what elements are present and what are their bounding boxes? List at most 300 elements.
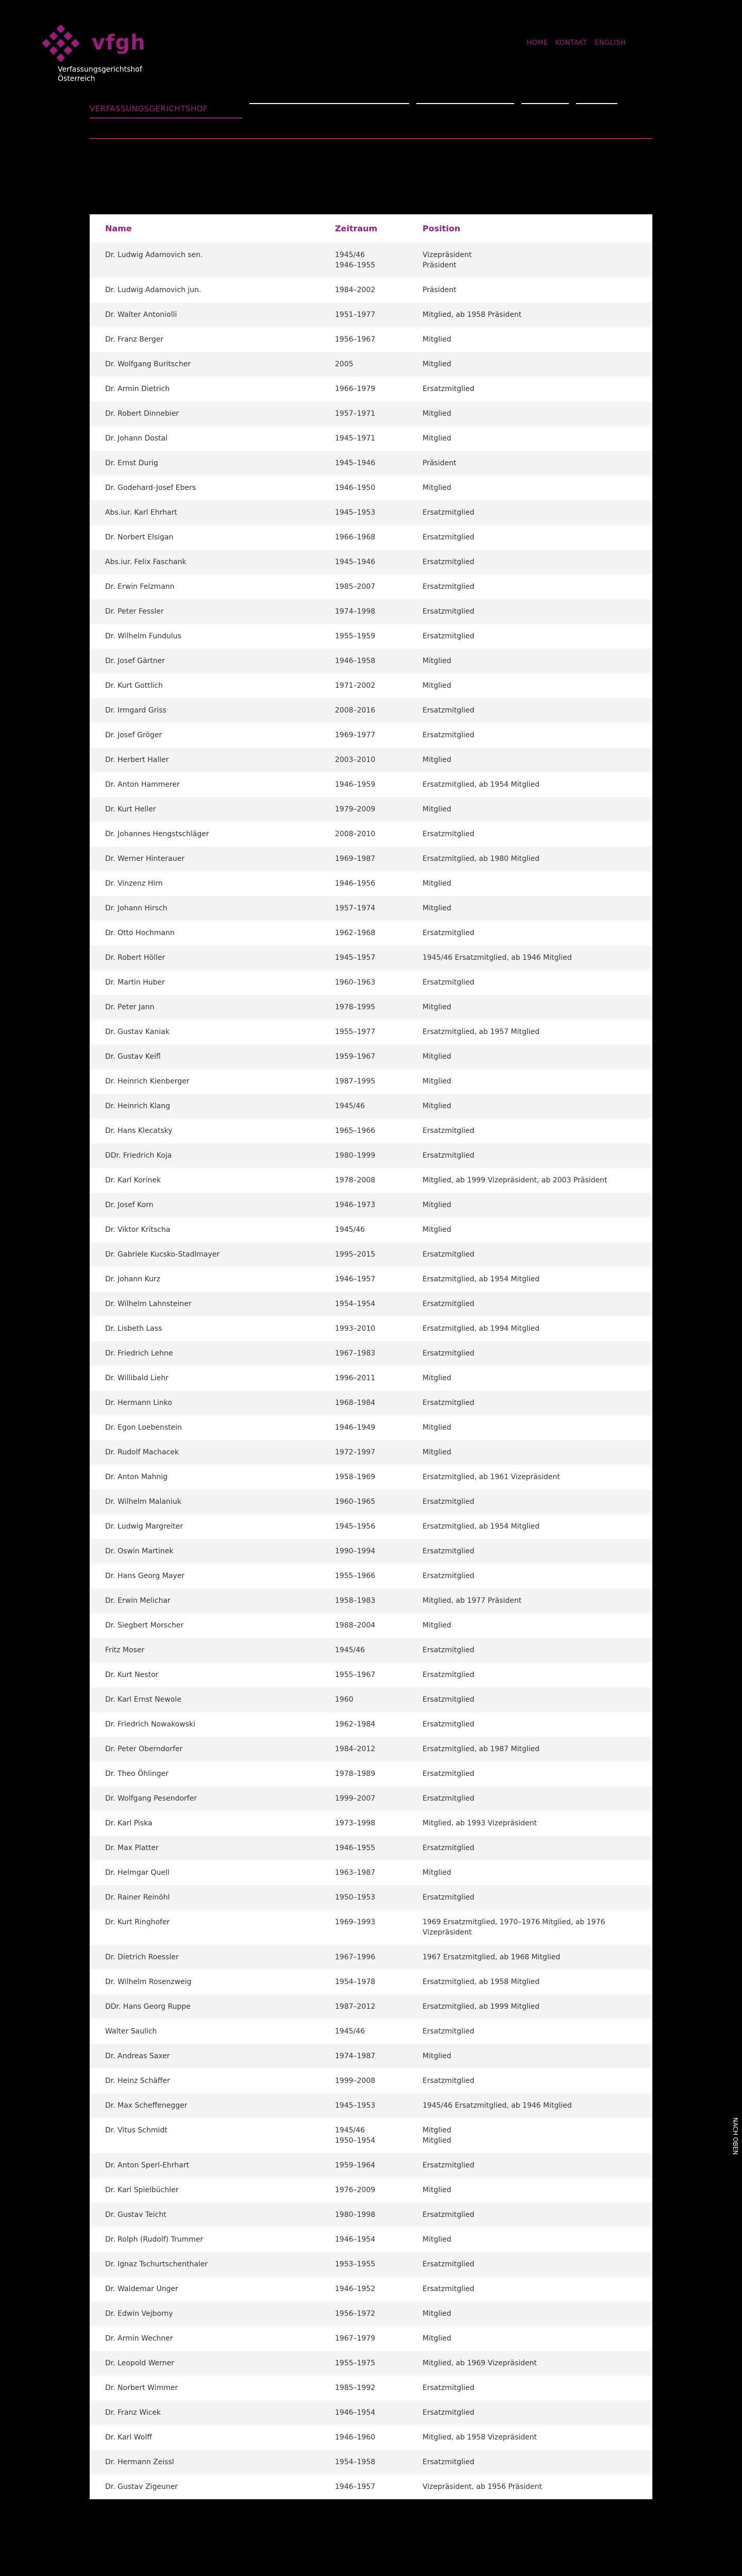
- cell-name: Dr. Gabriele Kucsko-Stadlmayer: [90, 1242, 335, 1267]
- cell-name: Dr. Gustav Kaniak: [105, 1028, 170, 1036]
- cell-period: 1966–1979: [335, 385, 376, 393]
- cell-period: 1972–1997: [335, 1440, 423, 1465]
- table-row: [90, 2044, 652, 2069]
- cell-period: 1999–2007: [335, 1786, 423, 1811]
- table-row: [90, 599, 652, 624]
- cell-position: Ersatzmitglied: [423, 1572, 475, 1580]
- table-row: [90, 1687, 652, 1712]
- cell-period: 1960–1963: [335, 978, 376, 987]
- cell-period: 1974–1998: [335, 599, 423, 624]
- cell-position: Vizepräsident, ab 1956 Präsident: [423, 2483, 542, 2491]
- cell-name: Dr. Ludwig Margreiter: [105, 1522, 183, 1531]
- table-row: [90, 2118, 652, 2153]
- cell-period: 2008–2010: [335, 830, 376, 838]
- cell-name: Dr. Karl Korinek: [105, 1176, 161, 1184]
- cell-position: Mitglied, ab 1977 Präsident: [423, 1588, 652, 1613]
- cell-position: Mitglied: [423, 995, 652, 1020]
- cell-period: 1978–1995: [335, 995, 423, 1020]
- table-row: [90, 1094, 652, 1118]
- site-header: [0, 0, 742, 155]
- cell-name: Dr. Andreas Saxer: [90, 2044, 335, 2069]
- cell-position: Mitglied: [423, 748, 652, 772]
- cell-period: 1956–1967: [335, 335, 376, 344]
- cell-position: Ersatzmitglied, ab 1954 Mitglied: [423, 1275, 540, 1283]
- cell-period: 1946–1950: [335, 484, 376, 492]
- cell-period: 1946–1954: [335, 2400, 423, 2425]
- cell-position: Ersatzmitglied: [423, 1786, 652, 1811]
- cell-name: Dr. Erwin Felzmann: [105, 583, 175, 591]
- cell-position: Ersatzmitglied: [423, 632, 475, 640]
- table-row: [90, 550, 652, 574]
- cell-name: Dr. Godehard-Josef Ebers: [105, 484, 196, 492]
- cell-position: Präsident: [423, 451, 652, 476]
- table-row: [90, 1638, 652, 1663]
- cell-name: Dr. Anton Sperl-Ehrhart: [90, 2153, 335, 2178]
- cell-name: Dr. Karl Spielbüchler: [105, 2186, 179, 2194]
- table-row: [90, 1489, 652, 1514]
- cell-period: 1976–2009: [335, 2186, 376, 2194]
- cell-period: 1954–1978: [335, 1978, 376, 1986]
- cell-position: Ersatzmitglied: [423, 1687, 652, 1712]
- cell-name: Dr. Robert Dinnebier: [90, 401, 335, 426]
- cell-name: Walter Saulich: [105, 2027, 157, 2036]
- cell-position: Mitglied: [423, 682, 451, 690]
- cell-period: 1945–1946: [335, 550, 423, 574]
- cell-position: Mitglied: [423, 2044, 652, 2069]
- cell-name: Abs.iur. Felix Faschank: [90, 550, 335, 574]
- topnav-home-link[interactable]: HOME: [527, 39, 548, 47]
- cell-period: 1945/46: [335, 1094, 423, 1118]
- cell-name: Dr. Max Scheffenegger: [90, 2093, 335, 2118]
- cell-period: 1946–1960: [335, 2433, 376, 2442]
- table-row: [90, 1217, 652, 1242]
- table-row: [90, 1712, 652, 1737]
- cell-period: 1960: [335, 1687, 423, 1712]
- cell-position: Mitglied: [423, 797, 652, 822]
- cell-position: Ersatzmitglied: [423, 731, 475, 739]
- cell-period: 1973–1998: [335, 1819, 376, 1827]
- column-header-period: Zeitraum: [335, 224, 378, 233]
- cell-name: Dr. Rainer Reinöhl: [90, 1885, 335, 1910]
- table-row: [90, 1588, 652, 1613]
- cell-period: 1987–1995: [335, 1077, 376, 1086]
- cell-name: Dr. Max Platter: [90, 1836, 335, 1860]
- cell-name: Dr. Norbert Elsigan: [105, 533, 174, 541]
- back-to-top-link[interactable]: NACH OBEN: [732, 2117, 739, 2155]
- cell-position: Mitglied: [423, 1423, 451, 1432]
- table-row: [90, 1613, 652, 1638]
- table-row: [90, 1885, 652, 1910]
- cell-period: 2005: [335, 352, 423, 377]
- cell-name: Abs.iur. Karl Ehrhart: [90, 500, 335, 525]
- table-row: [90, 1836, 652, 1860]
- cell-name: Dr. Heinrich Kienberger: [105, 1077, 190, 1086]
- table-row: [90, 772, 652, 797]
- table-row: [90, 401, 652, 426]
- cell-name: Dr. Armin Wechner: [105, 2334, 173, 2343]
- cell-name: Dr. Josef Gröger: [105, 731, 162, 739]
- cell-name: Dr. Heinz Schäffer: [105, 2077, 170, 2085]
- table-row: [90, 302, 652, 327]
- cell-period: 1978–1989: [335, 1770, 376, 1778]
- cell-position: Ersatzmitglied: [423, 929, 475, 937]
- cell-position: Präsident: [423, 286, 457, 294]
- table-row: [90, 797, 652, 822]
- cell-period: 1945/46 1950–1954: [335, 2126, 376, 2145]
- cell-position: Ersatzmitglied: [423, 978, 475, 987]
- table-row: [90, 945, 652, 970]
- cell-period: 1945/46: [335, 1638, 423, 1663]
- cell-position: Ersatzmitglied: [423, 583, 475, 591]
- cell-name: Dr. Kurt Ringhofer: [105, 1918, 170, 1926]
- table-row: [90, 278, 652, 302]
- table-row: [90, 1786, 652, 1811]
- cell-name: Dr. Rudolf Machacek: [90, 1440, 335, 1465]
- cell-position: Mitglied: [423, 2301, 652, 2326]
- table-row: [90, 500, 652, 525]
- cell-name: Dr. Robert Höller: [90, 945, 335, 970]
- table-row: [90, 2252, 652, 2277]
- cell-name: Dr. Waldemar Unger: [105, 2285, 178, 2293]
- table-row: [90, 1860, 652, 1885]
- cell-position: Ersatzmitglied, ab 1957 Mitglied: [423, 1028, 540, 1036]
- cell-name: Dr. Ludwig Adamovich jun.: [105, 286, 201, 294]
- table-row: [90, 476, 652, 500]
- cell-period: 1945–1957: [335, 945, 423, 970]
- table-row: [90, 525, 652, 550]
- cell-name: Dr. Theo Öhlinger: [105, 1770, 169, 1778]
- table-row: [90, 243, 652, 278]
- table-row: [90, 1514, 652, 1539]
- topnav-contact-link[interactable]: KONTAKT: [555, 39, 588, 47]
- cell-name: Dr. Vinzenz Hirn: [105, 879, 163, 888]
- cell-period: 1974–1987: [335, 2044, 423, 2069]
- cell-period: 1946–1957: [335, 2483, 376, 2491]
- cell-position: Mitglied: [423, 2186, 451, 2194]
- cell-period: 1946–1955: [335, 1836, 423, 1860]
- cell-name: Dr. Peter Jann: [90, 995, 335, 1020]
- cell-name: Dr. Norbert Wimmer: [105, 2384, 178, 2392]
- table-row: [90, 896, 652, 921]
- cell-period: 1945–1971: [335, 434, 376, 443]
- cell-period: 1955–1967: [335, 1671, 376, 1679]
- cell-position: Ersatzmitglied: [423, 1638, 652, 1663]
- table-row: [90, 2227, 652, 2252]
- cell-name: Dr. Gustav Zigeuner: [105, 2483, 178, 2491]
- cell-position: Ersatzmitglied: [423, 1489, 652, 1514]
- cell-name: Dr. Heinrich Klang: [90, 1094, 335, 1118]
- table-row: [90, 1663, 652, 1687]
- cell-name: Dr. Karl Wolff: [105, 2433, 152, 2442]
- table-row: [90, 995, 652, 1020]
- cell-period: 1945–1956: [335, 1522, 376, 1531]
- table-row: [90, 1737, 652, 1761]
- cell-period: 1954–1958: [335, 2450, 423, 2475]
- cell-name: Dr. Anton Hammerer: [105, 781, 180, 789]
- cell-period: 1984–2012: [335, 1737, 423, 1761]
- cell-period: 1959–1964: [335, 2153, 423, 2178]
- table-row: [90, 921, 652, 945]
- table-row: [90, 1811, 652, 1836]
- table-row: [90, 2326, 652, 2351]
- cell-position: Mitglied, ab 1993 Vizepräsident: [423, 1819, 537, 1827]
- main-nav-item-4[interactable]: [576, 97, 617, 104]
- cell-period: 1954–1954: [335, 1292, 423, 1316]
- cell-period: 1984–2002: [335, 286, 376, 294]
- cell-name: Dr. Karl Ernst Newole: [90, 1687, 335, 1712]
- cell-name: Dr. Hermann Zeissl: [90, 2450, 335, 2475]
- cell-position: Ersatzmitglied: [423, 2252, 652, 2277]
- cell-name: Dr. Johann Dostal: [105, 434, 168, 443]
- main-navigation: [249, 97, 625, 104]
- breadcrumb[interactable]: VERFASSUNGSGERICHTSHOF: [90, 104, 208, 113]
- cell-period: 1958–1969: [335, 1473, 376, 1481]
- cell-period: 1946–1958: [335, 649, 423, 673]
- cell-name: Dr. Kurt Gottlich: [105, 682, 163, 690]
- table-row: [90, 1970, 652, 1994]
- cell-position: Ersatzmitglied, ab 1954 Mitglied: [423, 1522, 540, 1531]
- cell-position: Ersatzmitglied: [423, 599, 652, 624]
- cell-position: Ersatzmitglied: [423, 2027, 475, 2036]
- cell-period: 1945–1953: [335, 500, 423, 525]
- table-header-row: [90, 214, 652, 243]
- cell-period: 1946–1952: [335, 2285, 376, 2293]
- cell-position: Ersatzmitglied: [423, 1539, 652, 1564]
- site-subtitle: [58, 65, 142, 83]
- table-row: [90, 871, 652, 896]
- table-row: [90, 1564, 652, 1588]
- cell-period: 1955–1977: [335, 1028, 376, 1036]
- cell-name: Dr. Peter Oberndorfer: [90, 1737, 335, 1761]
- cell-period: 2003–2010: [335, 748, 423, 772]
- cell-position: Ersatzmitglied: [423, 830, 475, 838]
- cell-name: Dr. Wilhelm Fundulus: [105, 632, 181, 640]
- table-row: [90, 1267, 652, 1292]
- cell-name: Dr. Wolfgang Buritscher: [90, 352, 335, 377]
- cell-position: Mitglied: [423, 1440, 652, 1465]
- table-row: [90, 822, 652, 846]
- table-row: [90, 1910, 652, 1945]
- table-row: [90, 1341, 652, 1366]
- cell-name: Dr. Siegbert Morscher: [105, 1621, 184, 1630]
- brand-name[interactable]: vfgh: [92, 31, 146, 55]
- cell-name: Dr. Ernst Durig: [90, 451, 335, 476]
- cell-position: Ersatzmitglied: [423, 2202, 652, 2227]
- header-divider: [90, 138, 652, 139]
- table-row: [90, 2376, 652, 2400]
- cell-position: Ersatzmitglied: [423, 2077, 475, 2085]
- cell-period: 1951–1977: [335, 302, 423, 327]
- cell-name: Dr. Hermann Linko: [90, 1391, 335, 1415]
- cell-period: 1969–1977: [335, 731, 376, 739]
- cell-position: Vizepräsident Präsident: [423, 243, 652, 278]
- table-row: [90, 2093, 652, 2118]
- cell-period: 1960–1965: [335, 1489, 423, 1514]
- cell-period: 1969–1993: [335, 1918, 376, 1926]
- table-row: [90, 2351, 652, 2376]
- cell-period: 1990–1994: [335, 1539, 423, 1564]
- table-row: [90, 649, 652, 673]
- cell-period: 1980–1999: [335, 1143, 423, 1168]
- cell-position: Mitglied: [423, 401, 652, 426]
- cell-period: 1988–2004: [335, 1621, 376, 1630]
- cell-position: Mitglied: [423, 1077, 451, 1086]
- cell-period: 1955–1966: [335, 1572, 376, 1580]
- cell-position: Mitglied: [423, 896, 652, 921]
- table-row: [90, 1168, 652, 1193]
- table-row: [90, 970, 652, 995]
- cell-period: 1959–1967: [335, 1044, 423, 1069]
- cell-name: Dr. Helmgar Quell: [105, 1869, 170, 1877]
- cell-period: 1978–2008: [335, 1176, 376, 1184]
- table-row: [90, 327, 652, 352]
- cell-position: Mitglied, ab 1958 Präsident: [423, 302, 652, 327]
- cell-name: Dr. Gustav Keifl: [90, 1044, 335, 1069]
- cell-position: Mitglied: [423, 335, 451, 344]
- cell-position: Mitglied: [423, 1226, 451, 1234]
- table-row: [90, 1143, 652, 1168]
- table-row: [90, 1440, 652, 1465]
- table-row: [90, 2277, 652, 2301]
- cell-period: 1945–1953: [335, 2093, 423, 2118]
- cell-name: Fritz Moser: [90, 1638, 335, 1663]
- table-row: [90, 2400, 652, 2425]
- cell-position: Mitglied: [423, 484, 451, 492]
- cell-name: Dr. Hans Klecatsky: [105, 1127, 173, 1135]
- cell-position: Mitglied, ab 1999 Vizepräsident, ab 2003 Präsident: [423, 1176, 608, 1184]
- diamond-grid-logo-icon[interactable]: [39, 25, 91, 62]
- cell-position: Ersatzmitglied: [423, 550, 652, 574]
- table-row: [90, 1945, 652, 1970]
- table-row: [90, 574, 652, 599]
- cell-period: 1995–2015: [335, 1242, 423, 1267]
- cell-period: 1957–1971: [335, 401, 423, 426]
- cell-position: Ersatzmitglied, ab 1961 Vizepräsident: [423, 1473, 560, 1481]
- cell-name: Dr. Martin Huber: [105, 978, 165, 987]
- table-row: [90, 352, 652, 377]
- cell-position: Mitglied, ab 1969 Vizepräsident: [423, 2351, 652, 2376]
- table-row: [90, 1020, 652, 1044]
- table-row: [90, 2301, 652, 2326]
- cell-period: 1962–1984: [335, 1720, 376, 1728]
- cell-period: 1953–1955: [335, 2252, 423, 2277]
- cell-position: Ersatzmitglied: [423, 1127, 475, 1135]
- main-nav-item-3[interactable]: [521, 97, 569, 104]
- cell-position: 1945/46 Ersatzmitglied, ab 1946 Mitglied: [423, 2093, 652, 2118]
- cell-period: 1967–1996: [335, 1945, 423, 1970]
- members-table-body: [90, 243, 652, 2499]
- table-row: [90, 1465, 652, 1489]
- cell-position: Mitglied: [423, 1193, 652, 1217]
- table-row: [90, 1069, 652, 1094]
- cell-period: 1985–2007: [335, 583, 376, 591]
- cell-position: Ersatzmitglied: [423, 1143, 652, 1168]
- table-row: [90, 2450, 652, 2475]
- cell-name: Dr. Hans Georg Mayer: [105, 1572, 185, 1580]
- table-row: [90, 1316, 652, 1341]
- cell-period: 1985–1992: [335, 2384, 376, 2392]
- cell-position: Ersatzmitglied, ab 1954 Mitglied: [423, 781, 540, 789]
- cell-period: 1946–1956: [335, 879, 376, 888]
- table-row: [90, 673, 652, 698]
- cell-period: 1967–1983: [335, 1341, 423, 1366]
- table-row: [90, 1415, 652, 1440]
- cell-position: Mitglied: [423, 1621, 451, 1630]
- cell-period: 1957–1974: [335, 896, 423, 921]
- table-row: [90, 624, 652, 649]
- cell-name: Dr. Johann Kurz: [105, 1275, 160, 1283]
- table-row: [90, 2425, 652, 2450]
- cell-position: Mitglied: [423, 2235, 451, 2244]
- members-table-panel: [90, 214, 652, 2499]
- cell-position: Ersatzmitglied: [423, 1391, 652, 1415]
- cell-position: Ersatzmitglied: [423, 2153, 652, 2178]
- cell-period: 1945/46: [335, 2027, 365, 2036]
- cell-name: Dr. Egon Loebenstein: [105, 1423, 182, 1432]
- table-row: [90, 2475, 652, 2499]
- cell-position: Mitglied: [423, 1094, 652, 1118]
- cell-name: Dr. Lisbeth Lass: [105, 1325, 162, 1333]
- table-row: [90, 748, 652, 772]
- cell-period: 1946–1954: [335, 2235, 376, 2244]
- main-nav-item-2[interactable]: [416, 97, 514, 104]
- cell-name: Dr. Anton Mahnig: [105, 1473, 168, 1481]
- cell-name: Dr. Wilhelm Lahnsteiner: [90, 1292, 335, 1316]
- cell-position: 1967 Ersatzmitglied, ab 1968 Mitglied: [423, 1945, 652, 1970]
- cell-name: DDr. Hans Georg Ruppe: [90, 1994, 335, 2019]
- main-nav-item-1[interactable]: [249, 97, 409, 104]
- subtitle-line-2: Österreich: [58, 75, 95, 83]
- cell-position: Ersatzmitglied: [423, 1836, 652, 1860]
- cell-position: Mitglied: [423, 1044, 652, 1069]
- cell-period: 1956–1972: [335, 2301, 423, 2326]
- table-row: [90, 1193, 652, 1217]
- cell-position: Ersatzmitglied: [423, 1770, 475, 1778]
- cell-name: DDr. Friedrich Koja: [90, 1143, 335, 1168]
- cell-name: Dr. Otto Hochmann: [105, 929, 175, 937]
- table-row: [90, 1391, 652, 1415]
- cell-name: Dr. Franz Wicek: [90, 2400, 335, 2425]
- cell-period: 1980–1998: [335, 2202, 423, 2227]
- cell-period: 1963–1987: [335, 1869, 376, 1877]
- table-row: [90, 2019, 652, 2044]
- table-row: [90, 1539, 652, 1564]
- cell-period: 1946–1959: [335, 781, 376, 789]
- table-row: [90, 846, 652, 871]
- top-navigation: [527, 39, 626, 47]
- subtitle-line-1: Verfassungsgerichtshof: [58, 65, 142, 74]
- members-table: [90, 214, 652, 2499]
- cell-name: Dr. Ludwig Adamovich sen.: [90, 243, 335, 278]
- cell-period: 1968–1984: [335, 1391, 423, 1415]
- cell-position: Mitglied: [423, 2334, 451, 2343]
- cell-name: Dr. Vitus Schmidt: [105, 2126, 167, 2134]
- cell-name: Dr. Franz Berger: [105, 335, 164, 344]
- cell-name: Dr. Peter Fessler: [90, 599, 335, 624]
- cell-name: Dr. Leopold Werner: [90, 2351, 335, 2376]
- table-row: [90, 426, 652, 451]
- cell-position: Ersatzmitglied: [423, 2285, 475, 2293]
- cell-period: 1962–1968: [335, 929, 376, 937]
- topnav-english-link[interactable]: ENGLISH: [595, 39, 626, 47]
- cell-name: Dr. Wolfgang Pesendorfer: [90, 1786, 335, 1811]
- cell-position: Ersatzmitglied, ab 1994 Mitglied: [423, 1325, 540, 1333]
- cell-position: Ersatzmitglied: [423, 385, 475, 393]
- cell-name: Dr. Herbert Haller: [90, 748, 335, 772]
- cell-position: Mitglied: [423, 649, 652, 673]
- cell-name: Dr. Wilhelm Malaniuk: [90, 1489, 335, 1514]
- cell-position: Ersatzmitglied: [423, 698, 652, 723]
